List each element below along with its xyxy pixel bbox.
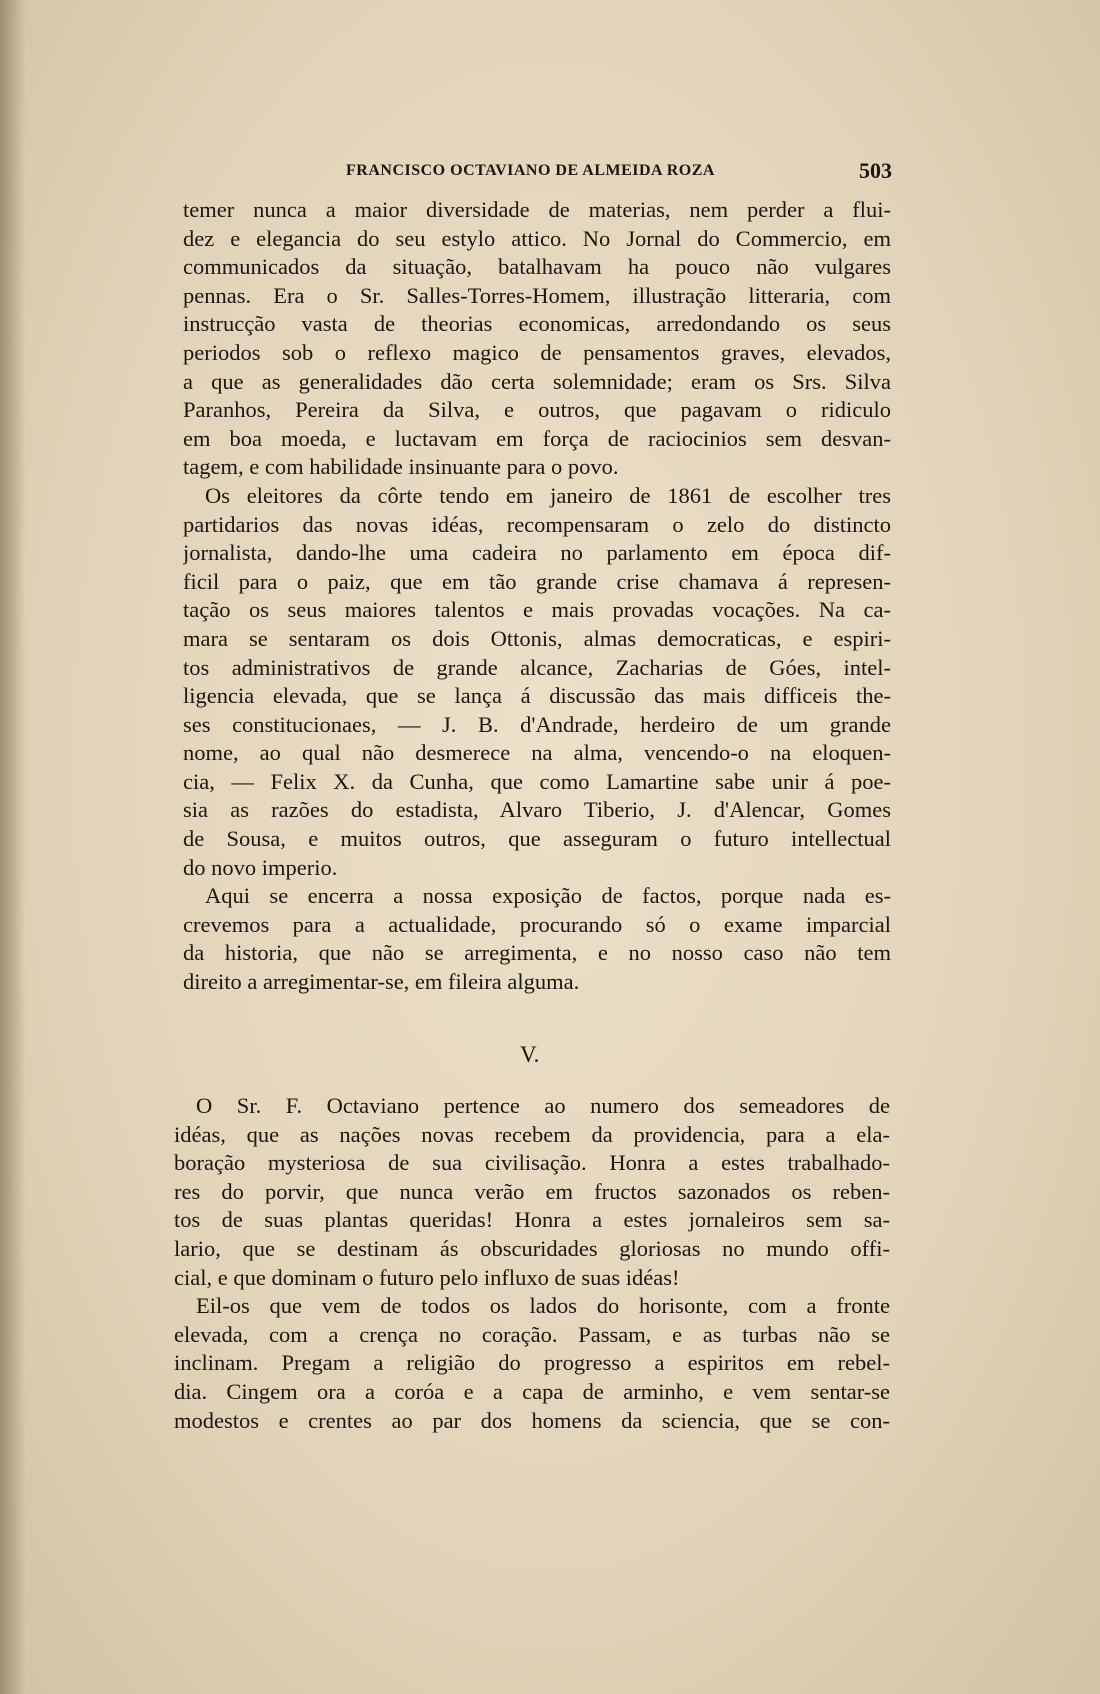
text-line: tos de suas plantas queridas! Honra a estes jornaleiros sem sa-: [174, 1207, 890, 1233]
text-line: nome, ao qual não desmerece na alma, vencendo-o na eloquen-: [183, 740, 891, 766]
text-line: mara se sentaram os dois Ottonis, almas democraticas, e espiri-: [183, 625, 891, 651]
text-line: idéas, que as nações novas recebem da providencia, para a ela-: [174, 1121, 890, 1147]
page-number: 503: [859, 158, 892, 183]
text-line: elevada, com a crença no coração. Passam, e as turbas não se: [174, 1321, 890, 1347]
text-line: do novo imperio.: [183, 854, 338, 880]
text-line: ligencia elevada, que se lança á discussão das mais difficeis the-: [183, 683, 891, 709]
text-line: crevemos para a actualidade, procurando só o exame imparcial: [183, 911, 891, 937]
text-line: lario, que se destinam ás obscuridades gloriosas no mundo offi-: [174, 1235, 890, 1261]
text-line: sia as razões do estadista, Alvaro Tiberio, J. d'Alencar, Gomes: [183, 797, 891, 823]
text-line: boração mysteriosa de sua civilisação. Honra a estes trabalhado-: [174, 1150, 890, 1176]
text-line: pennas. Era o Sr. Salles-Torres-Homem, illustração litteraria, com: [183, 282, 891, 308]
text-line: de Sousa, e muitos outros, que asseguram o futuro intellectual: [183, 826, 891, 852]
text-line: Paranhos, Pereira da Silva, e outros, que pagavam o ridiculo: [183, 397, 891, 423]
text-line: res do porvir, que nunca verão em fructos sazonados os reben-: [174, 1178, 890, 1204]
text-line: Os eleitores da côrte tendo em janeiro de 1861 de escolher tres: [205, 482, 891, 508]
text-line: O Sr. F. Octaviano pertence ao numero dos semeadores de: [196, 1093, 890, 1118]
section-heading: V.: [520, 1042, 540, 1067]
text-line: Eil-os que vem de todos os lados do horisonte, com a fronte: [196, 1293, 890, 1319]
page-gutter-shadow: [0, 0, 26, 1694]
text-line: partidarios das novas idéas, recompensaram o zelo do distincto: [183, 511, 891, 537]
text-line: dia. Cingem ora a coróa e a capa de arminho, e vem sentar-se: [174, 1378, 890, 1404]
running-header: [180, 158, 892, 184]
text-line: jornalista, dando-lhe uma cadeira no parlamento em época dif-: [183, 540, 891, 566]
text-line: temer nunca a maior diversidade de materias, nem perder a flui-: [183, 197, 891, 222]
text-line: communicados da situação, batalhavam ha pouco não vulgares: [183, 254, 891, 280]
text-line: modestos e crentes ao par dos homens da sciencia, que se con-: [174, 1407, 890, 1433]
text-line: ses constitucionaes, — J. B. d'Andrade, herdeiro de um grande: [183, 711, 891, 737]
text-line: instrucção vasta de theorias economicas, arredondando os seus: [183, 311, 891, 337]
text-line: periodos sob o reflexo magico de pensamentos graves, elevados,: [183, 339, 891, 365]
text-line: Aqui se encerra a nossa exposição de factos, porque nada es-: [205, 883, 891, 909]
text-line: cia, — Felix X. da Cunha, que como Lamartine sabe unir á poe-: [183, 768, 891, 794]
text-line: cial, e que dominam o futuro pelo influxo de suas idéas!: [174, 1264, 680, 1290]
text-block-1: [183, 196, 891, 997]
text-line: tagem, e com habilidade insinuante para o povo.: [183, 454, 619, 480]
text-line: a que as generalidades dão certa solemnidade; eram os Srs. Silva: [183, 368, 891, 394]
running-title: FRANCISCO OCTAVIANO DE ALMEIDA ROZA: [346, 162, 715, 179]
text-line: dez e elegancia do seu estylo attico. No Jornal do Commercio, em: [183, 225, 891, 251]
text-block-2: [174, 1092, 890, 1435]
text-line: tos administrativos de grande alcance, Zacharias de Góes, intel-: [183, 654, 891, 680]
text-line: inclinam. Pregam a religião do progresso a espiritos em rebel-: [174, 1350, 890, 1376]
text-line: tação os seus maiores talentos e mais provadas vocações. Na ca-: [183, 597, 891, 623]
text-line: ficil para o paiz, que em tão grande crise chamava á represen-: [183, 568, 891, 594]
text-line: da historia, que não se arregimenta, e no nosso caso não tem: [183, 940, 891, 966]
text-line: direito a arregimentar-se, em fileira alguma.: [183, 969, 580, 995]
text-line: em boa moeda, e luctavam em força de raciocinios sem desvan-: [183, 425, 891, 451]
